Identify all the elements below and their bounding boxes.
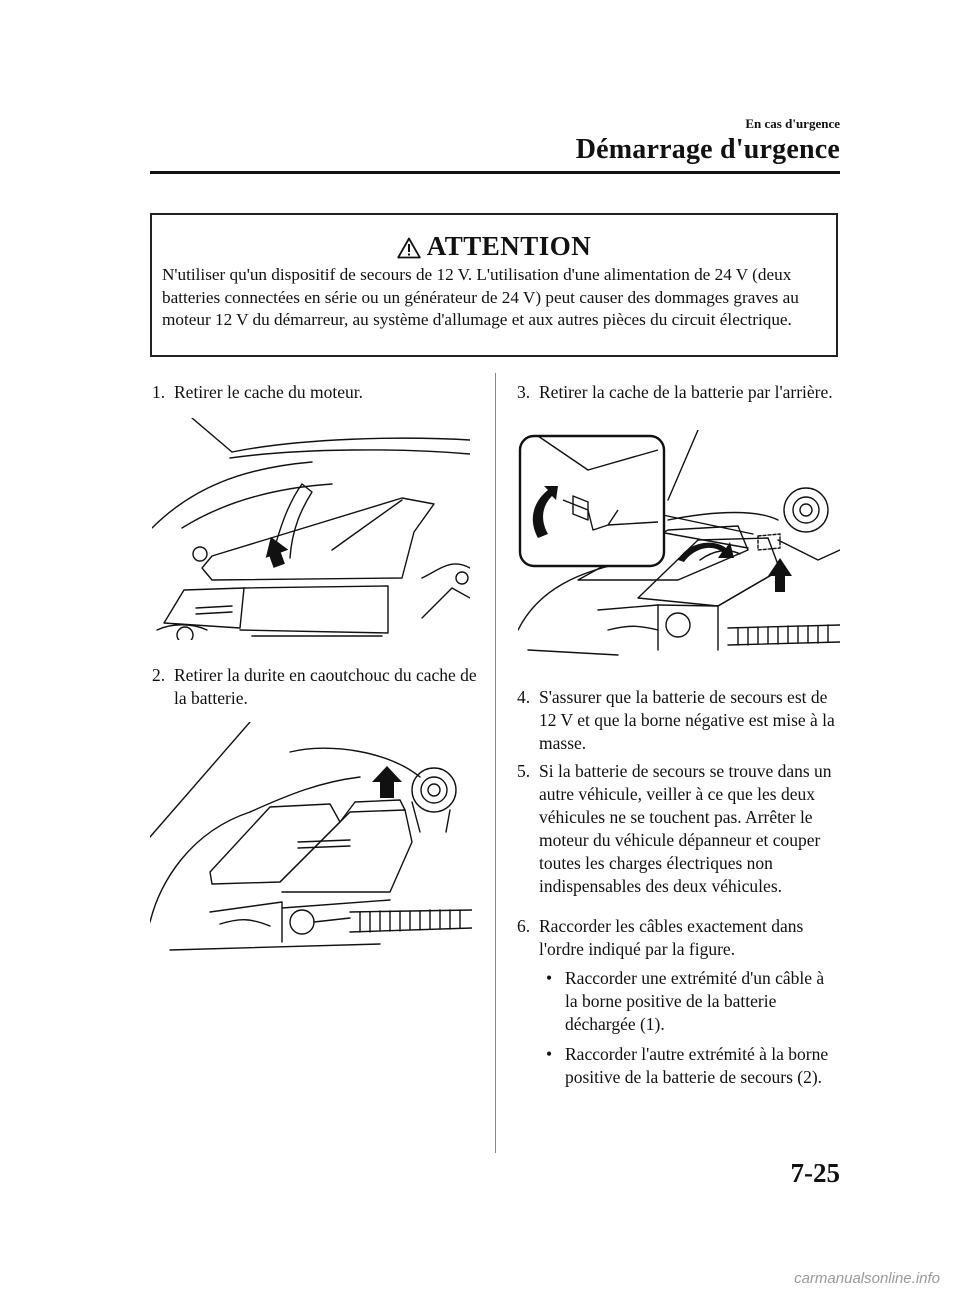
watermark: carmanualsonline.info (794, 1270, 940, 1287)
step-1: 1. Retirer le cache du moteur. (152, 382, 364, 402)
step-4: 4. S'assurer que la batterie de secours est de 12 V et que la borne négative est mise à la masse. (517, 687, 835, 753)
bullet-item: • Raccorder une extrémité d'un câble à la borne positive de la batterie déchargée (1). (546, 968, 825, 1034)
column-divider (495, 373, 496, 1153)
engine-cover-illustration (152, 418, 470, 640)
arrow-icon (260, 533, 293, 569)
warning-title: ATTENTION (426, 231, 592, 261)
rubber-hose-illustration (150, 722, 472, 952)
step-5: 5. Si la batterie de secours se trouve dans un autre véhicule, veiller à ce que les deux véhicules ne se touchent pas. Arrêter le moteur du véhicule dépanneur et couper toutes les charges électriques non indispensables des deux véhicules. (517, 761, 832, 896)
warning-box (150, 213, 838, 357)
inset-zoom-panel (520, 436, 664, 566)
arrow-up-icon (372, 766, 402, 798)
page-title: Démarrage d'urgence (575, 134, 840, 165)
step-2: 2. Retirer la durite en caoutchouc du cache de la batterie. (152, 665, 477, 708)
battery-cover-illustration (518, 430, 840, 666)
warning-heading (152, 231, 836, 262)
warning-triangle-icon (397, 237, 421, 259)
bullet-item: • Raccorder l'autre extrémité à la borne positive de la batterie de secours (2). (546, 1044, 829, 1087)
page-number: 7-25 (790, 1158, 840, 1188)
step-6: 6. Raccorder les câbles exactement dans l'ordre indiqué par la figure. (517, 916, 804, 959)
section-label: En cas d'urgence (745, 116, 840, 131)
warning-text: N'utiliser qu'un dispositif de secours de 12 V. L'utilisation d'une alimentation de 24 V (deux batteries connectées en série ou un générateur de 24 V) peut causer des dommages graves au moteur 12 V du démarreur, au système d'allumage et aux autres pièces du circuit électrique. (162, 265, 799, 329)
arrow-up-icon (768, 558, 792, 592)
step-3: 3. Retirer la cache de la batterie par l'arrière. (517, 382, 833, 402)
header-divider (150, 171, 840, 174)
